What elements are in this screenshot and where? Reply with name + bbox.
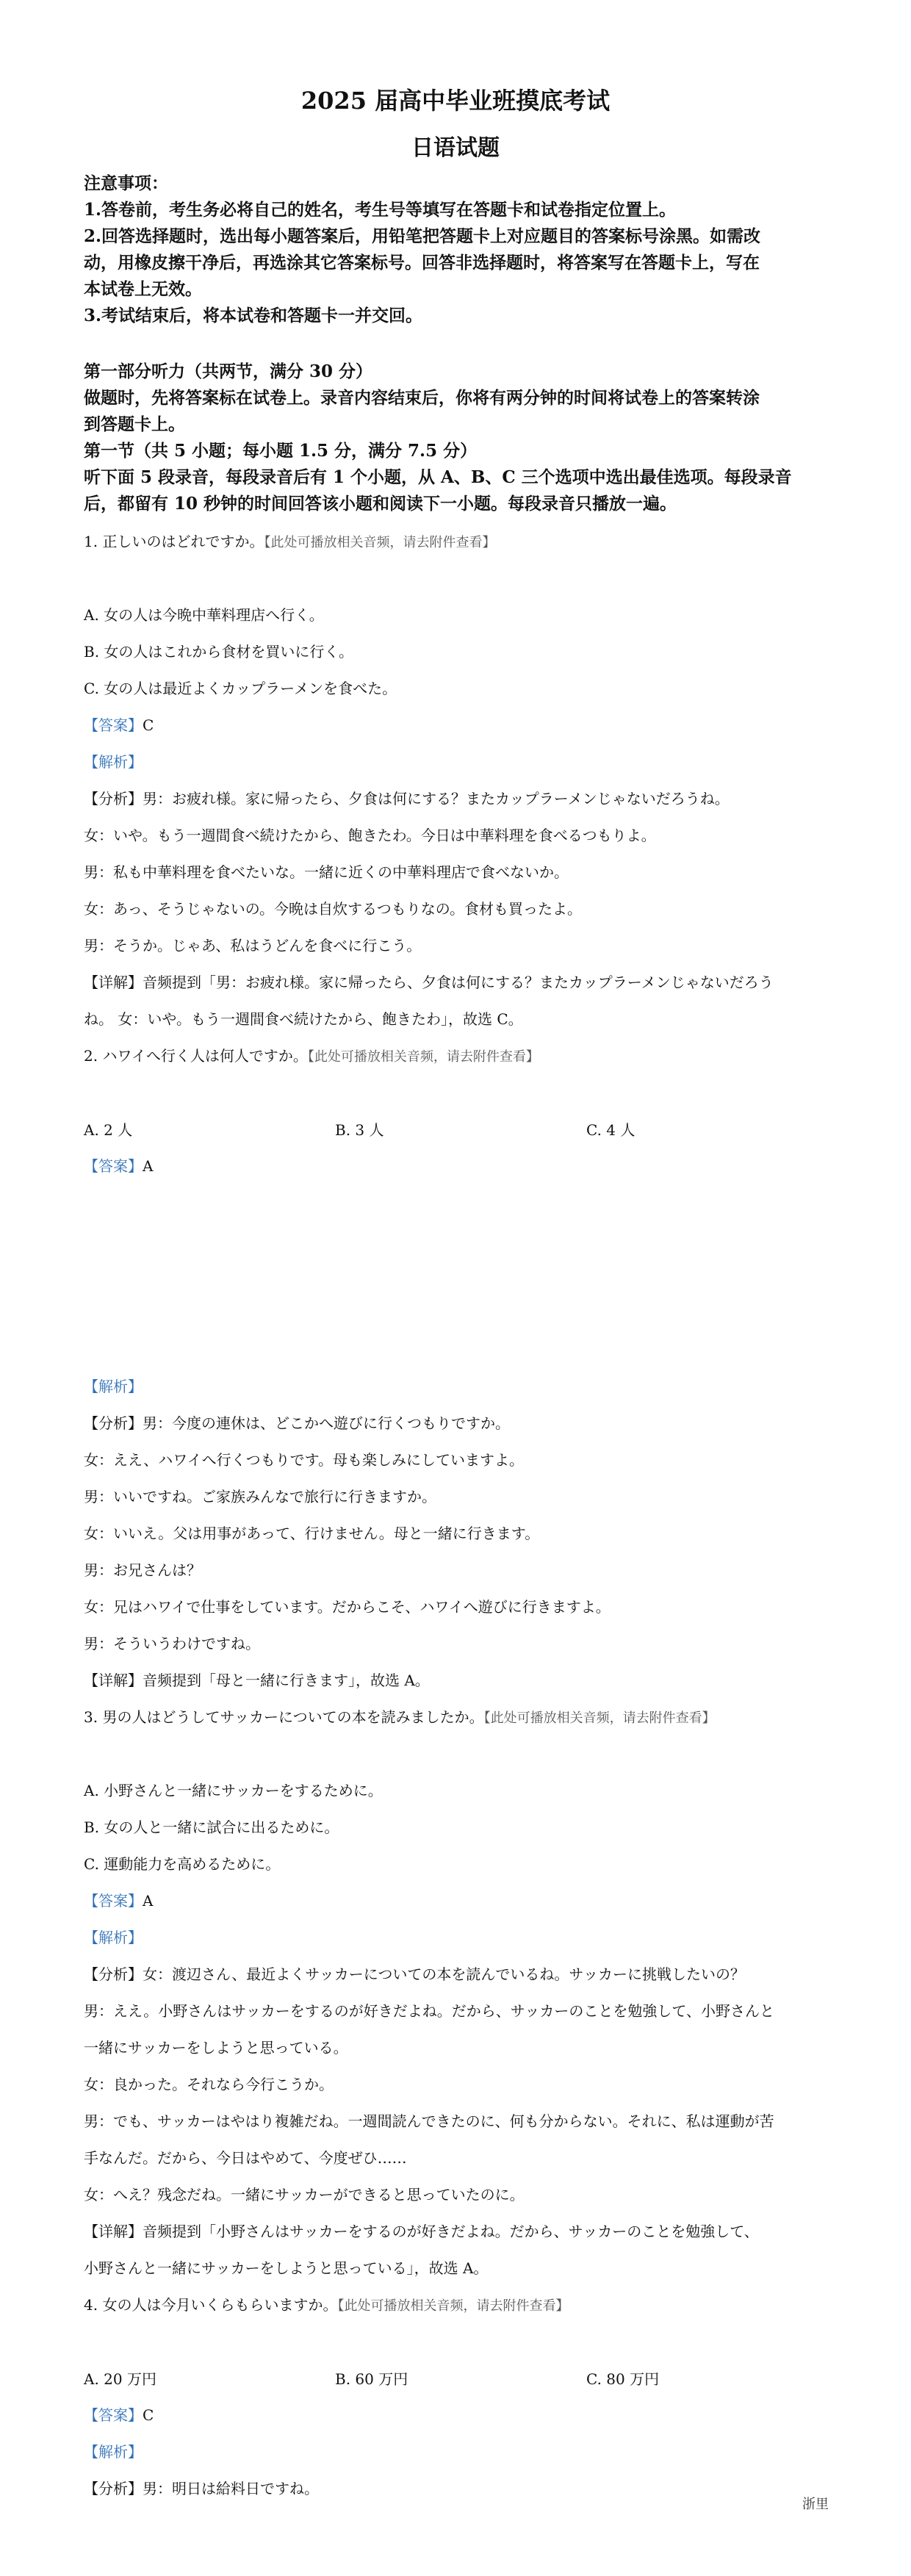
page-footer: 浙里: [802, 2497, 829, 2512]
q2-dialogue-4: 女：いいえ。父は用事があって、行けません。母と一緒に行きます。: [84, 1525, 540, 1542]
detail-tag: 【详解】: [84, 1672, 143, 1689]
audio-link[interactable]: 【此处可播放相关音频，请去附件查看】: [483, 1710, 716, 1726]
q3-dialogue-4b: 手なんだ。だから、今日はやめて、今度ぜひ……: [84, 2149, 407, 2167]
q2-option-a: A. 2 人: [84, 1121, 133, 1139]
answer-value: A: [143, 1157, 154, 1175]
q2-dialogue-2: 女：ええ、ハワイへ行くつもりです。母も楽しみにしていますよ。: [84, 1451, 524, 1469]
q4-option-c: C. 80 万円: [586, 2370, 660, 2388]
q1-answer: [84, 714, 833, 736]
q1-dialogue-5: 男：そうか。じゃあ、私はうどんを食べに行こう。: [84, 937, 422, 954]
q1-dialogue-2: 女：いや。もう一週間食べ続けたから、飽きたわ。今日は中華料理を食べるつもりよ。: [84, 827, 656, 844]
q1-dialogue-1: [84, 788, 833, 810]
q3-dialogue-3: 女：良かった。それなら今行こうか。: [84, 2076, 334, 2093]
part1-instruction-a: 做题时，先将答案标在试卷上。录音内容结束后，你将有两分钟的时间将试卷上的答案转涂: [84, 388, 760, 408]
q1-option-a: A. 女の人は今晩中華料理店へ行く。: [84, 606, 324, 624]
q2-option-c: C. 4 人: [586, 1121, 635, 1139]
part1-instruction-b: 到答题卡上。: [84, 414, 185, 434]
question-3-text: 3. 男の人はどうしてサッカーについての本を読みましたか。: [84, 1708, 484, 1726]
q3-option-c: C. 運動能力を高めるために。: [84, 1855, 281, 1873]
q1-detail-b: ね。 女：いや。もう一週間食べ続けたから、飽きたわ」，故选 C。: [84, 1010, 523, 1028]
q1-option-b: B. 女の人はこれから食材を買いに行く。: [84, 643, 354, 661]
q1-dialogue-3: 男：私も中華料理を食べたいな。一緒に近くの中華料理店で食べないか。: [84, 863, 569, 881]
q4-answer: [84, 2404, 833, 2426]
notice-item-2a: 2.回答选择题时，选出每小题答案后，用铅笔把答题卡上对应题目的答案标号涂黑。如需改: [84, 226, 761, 246]
dialogue-line: 男：お疲れ様。家に帰ったら、夕食は何にする？またカップラーメンじゃないだろうね。: [143, 790, 730, 807]
q3-answer: [84, 1890, 833, 1912]
q2-dialogue-3: 男：いいですね。ご家族みんなで旅行に行きますか。: [84, 1488, 436, 1505]
analysis-tag: 【分析】: [84, 1965, 143, 1983]
notice-item-2c: 本试卷上无效。: [84, 279, 202, 299]
q3-option-b: B. 女の人と一緒に試合に出るために。: [84, 1818, 339, 1836]
notice-heading: 注意事项：: [84, 173, 168, 193]
detail-text: 音频提到「母と一緒に行きます」，故选 A。: [143, 1672, 430, 1689]
detail-tag: 【详解】: [84, 974, 143, 991]
question-1-text: 1. 正しいのはどれですか。: [84, 533, 264, 550]
q4-option-a: A. 20 万円: [84, 2370, 156, 2388]
q3-dialogue-2a: 男：ええ。小野さんはサッカーをするのが好きだよね。だから、サッカーのことを勉強して、小野さんと: [84, 2002, 774, 2020]
q2-dialogue-7: 男：そういうわけですね。: [84, 1635, 260, 1652]
q4-analysis-label: 【解析】: [84, 2443, 143, 2461]
q2-answer: [84, 1155, 833, 1177]
audio-link[interactable]: 【此处可播放相关音频，请去附件查看】: [307, 1049, 539, 1065]
dialogue-line: 男：明日は給料日ですね。: [143, 2480, 319, 2497]
q3-dialogue-1: [84, 1963, 833, 1985]
section1-instruction-b: 后，都留有 10 秒钟的时间回答该小题和阅读下一小题。每段录音只播放一遍。: [84, 494, 677, 514]
detail-text: 音频提到「男：お疲れ様。家に帰ったら、夕食は何にする？またカップラーメンじゃないだろう: [143, 974, 774, 991]
question-4: [84, 2294, 833, 2317]
question-2-text: 2. ハワイへ行く人は何人ですか。: [84, 1047, 308, 1065]
q3-dialogue-4a: 男：でも、サッカーはやはり複雑だね。一週間読んできたのに、何も分からない。それに、私は運動が苦: [84, 2112, 774, 2130]
part1-heading: 第一部分听力（共两节，满分 30 分）: [84, 361, 373, 381]
analysis-tag: 【分析】: [84, 2480, 143, 2497]
notice-item-3: 3.考试结束后，将本试卷和答题卡一并交回。: [84, 306, 423, 325]
question-1: [84, 530, 833, 554]
detail-tag: 【详解】: [84, 2223, 143, 2240]
analysis-tag: 【分析】: [84, 1414, 143, 1432]
answer-label: 【答案】: [84, 716, 143, 734]
section1-heading: 第一节（共 5 小题；每小题 1.5 分，满分 7.5 分）: [84, 441, 478, 461]
q2-dialogue-5: 男：お兄さんは？: [84, 1561, 201, 1579]
q2-analysis-label: 【解析】: [84, 1378, 143, 1395]
q1-option-c: C. 女の人は最近よくカップラーメンを食べた。: [84, 680, 397, 697]
q2-detail: [84, 1669, 833, 1691]
dialogue-line: 女：渡辺さん、最近よくサッカーについての本を読んでいるね。サッカーに挑戦したいの？: [143, 1965, 745, 1983]
q1-dialogue-4: 女：あっ、そうじゃないの。今晩は自炊するつもりなの。食材も買ったよ。: [84, 900, 582, 918]
q4-dialogue-1: [84, 2478, 833, 2500]
answer-label: 【答案】: [84, 2406, 143, 2424]
answer-label: 【答案】: [84, 1157, 143, 1175]
section1-instruction-a: 听下面 5 段录音，每段录音后有 1 个小题，从 A、B、C 三个选项中选出最佳选项。每段录音: [84, 467, 792, 487]
q3-dialogue-2b: 一緒にサッカーをしようと思っている。: [84, 2039, 348, 2057]
q1-analysis-label: 【解析】: [84, 753, 143, 771]
q3-detail-a: [84, 2220, 833, 2242]
exam-title: 2025 届高中毕业班摸底考试: [300, 87, 611, 115]
question-3: [84, 1706, 833, 1730]
q3-detail-b: 小野さんと一緒にサッカーをしようと思っている」，故选 A。: [84, 2259, 489, 2277]
notice-item-1: 1.答卷前，考生务必将自己的姓名，考生号等填写在答题卡和试卷指定位置上。: [84, 200, 677, 220]
exam-subtitle: 日语试题: [411, 135, 500, 161]
answer-label: 【答案】: [84, 1892, 143, 1910]
q3-option-a: A. 小野さんと一緒にサッカーをするために。: [84, 1782, 383, 1799]
q4-option-b: B. 60 万円: [335, 2370, 408, 2388]
q3-analysis-label: 【解析】: [84, 1929, 143, 1946]
question-4-text: 4. 女の人は今月いくらもらいますか。: [84, 2296, 338, 2314]
answer-value: C: [143, 716, 154, 734]
notice-item-2b: 动，用橡皮擦干净后，再选涂其它答案标号。回答非选择题时，将答案写在答题卡上，写在: [84, 253, 760, 273]
dialogue-line: 男：今度の連休は、どこかへ遊びに行くつもりですか。: [143, 1414, 510, 1432]
q2-option-b: B. 3 人: [335, 1121, 384, 1139]
answer-value: C: [143, 2406, 154, 2424]
detail-text: 音频提到「小野さんはサッカーをするのが好きだよね。だから、サッカーのことを勉強して、: [143, 2223, 759, 2240]
question-2: [84, 1045, 833, 1068]
q3-dialogue-5: 女：へえ？残念だね。一緒にサッカーができると思っていたのに。: [84, 2186, 525, 2203]
audio-link[interactable]: 【此处可播放相关音频，请去附件查看】: [337, 2298, 569, 2314]
analysis-tag: 【分析】: [84, 790, 143, 807]
q1-detail-a: [84, 971, 833, 993]
answer-value: A: [143, 1892, 154, 1910]
q2-dialogue-1: [84, 1412, 833, 1434]
audio-link[interactable]: 【此处可播放相关音频，请去附件查看】: [264, 535, 496, 550]
q2-dialogue-6: 女：兄はハワイで仕事をしています。だからこそ、ハワイへ遊びに行きますよ。: [84, 1598, 611, 1616]
